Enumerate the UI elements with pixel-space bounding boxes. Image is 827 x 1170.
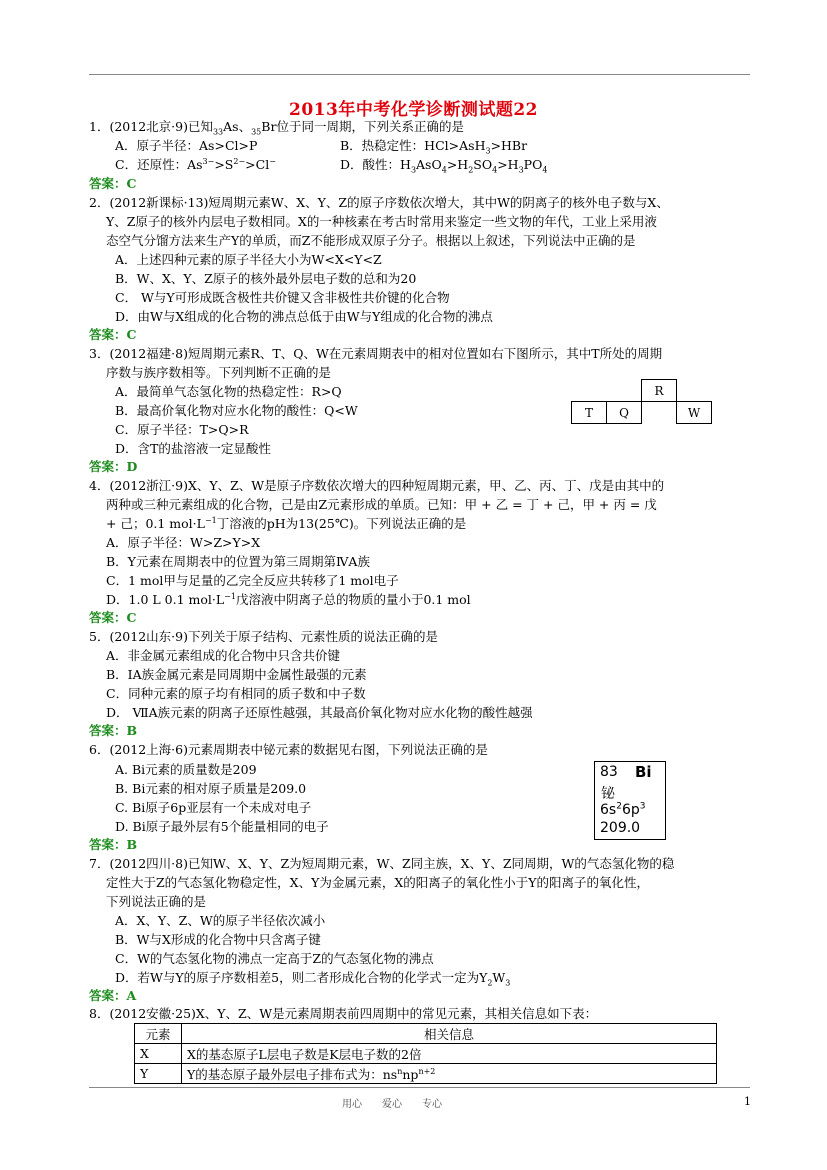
footer-rule <box>89 1087 750 1088</box>
table-cell-empty <box>572 380 607 402</box>
table-cell-empty <box>642 402 677 424</box>
q4-option-b: B．Y元素在周期表中的位置为第三周期第ⅣA族 <box>106 554 370 569</box>
q2-stem-line3: 态空气分馏方法来生产Y的单质，而Z不能形成双原子分子。根据以上叙述，下列说法中正确的是 <box>106 233 636 248</box>
table-cell: Y的基态原子最外层电子排布式为：$ns^nnp^{n+2}$ <box>182 1064 717 1084</box>
table-row <box>135 1024 717 1044</box>
footer-motto: 用心 爱心 专心 <box>342 1099 442 1110</box>
q5-option-c: C．同种元素的原子均有相同的质子数和中子数 <box>106 686 366 701</box>
q1-answer: 答案：C <box>89 176 137 191</box>
periodic-position-table <box>571 379 712 424</box>
q2-stem-line2: Y、Z原子的核外内层电子数相同。X的一种核素在考古时常用来鉴定一些文物的年代，工业上采用液 <box>106 214 657 229</box>
q7-option-b: B．W与X形成的化合物中只含离子键 <box>115 932 321 947</box>
q6-option-d: D. Bi原子最外层有5个能量相同的电子 <box>115 819 329 834</box>
q3-option-b: B．最高价氧化物对应水化物的酸性：Q<W <box>115 403 358 418</box>
bi-symbol: Bi <box>635 763 652 781</box>
q5-stem: 5．(2012山东·9)下列关于原子结构、元素性质的说法正确的是 <box>89 629 438 644</box>
q6-answer: 答案：B <box>89 837 138 852</box>
q5-answer: 答案：B <box>89 723 138 738</box>
q6-option-c: C. Bi原子6p亚层有一个未成对电子 <box>115 800 312 815</box>
q3-option-a: A．最简单气态氢化物的热稳定性：R>Q <box>115 384 342 399</box>
bi-chinese-name: 铋 <box>601 786 615 802</box>
q4-stem-line2: 两种或三种元素组成的化合物，己是由Z元素形成的单质。已知：甲 + 乙 = 丁 + 己，甲 + 丙 = 戊 <box>106 497 657 512</box>
q4-option-a: A．原子半径：W>Z>Y>X <box>106 535 261 550</box>
q1-option-b: B．热稳定性：HCl>AsH$_3$>HBr <box>340 138 528 156</box>
q6-option-b: B. Bi元素的相对原子质量是209.0 <box>115 781 307 796</box>
q8-stem: 8．(2012安徽·25)X、Y、Z、W是元素周期表前四周期中的常见元素，其相关信息如下表： <box>89 1006 598 1021</box>
q2-stem-line1: 2．(2012新课标·13)短周期元素W、X、Y、Z的原子序数依次增大，其中W的阴离子的核外电子数与X、 <box>89 195 669 210</box>
q4-stem-line3: + 己；0.1 $mol\cdot L^{-1}$丁溶液的pH为13(25℃)。下列说法正确的是 <box>106 515 467 531</box>
cell-w: W <box>677 402 712 424</box>
q2-option-d: D．由W与X组成的化合物的沸点总低于由W与Y组成的化合物的沸点 <box>115 309 493 324</box>
q7-stem-line1: 7．(2012四川·8)已知W、X、Y、Z为短周期元素，W、Z同主族，X、Y、Z同周期，W的气态氢化物的稳 <box>89 856 675 871</box>
q3-stem-line1: 3．(2012福建·8)短周期元素R、T、Q、W在元素周期表中的相对位置如右下图所示，其中T所处的周期 <box>89 346 663 361</box>
table-cell-empty <box>607 380 642 402</box>
bi-atomic-mass: 209.0 <box>600 820 641 836</box>
q6-option-a: A. Bi元素的质量数是209 <box>115 762 257 777</box>
q3-stem-line2: 序数与族序数相等。下列判断不正确的是 <box>106 365 332 380</box>
page-title: 2013年中考化学诊断测试题22 <box>289 100 538 120</box>
cell-t: T <box>572 402 607 424</box>
table-cell: Y <box>135 1064 182 1084</box>
q7-answer: 答案：A <box>89 988 137 1003</box>
q5-option-d: D． ⅦA族元素的阴离子还原性越强，其最高价氧化物对应水化物的酸性越强 <box>106 705 533 720</box>
q3-option-c: C．原子半径：T>Q>R <box>115 422 249 437</box>
table-row <box>135 1044 717 1064</box>
cell-q: Q <box>607 402 642 424</box>
q8-info-table <box>134 1023 717 1084</box>
table-header-info: 相关信息 <box>182 1024 717 1044</box>
q3-answer: 答案：D <box>89 459 138 474</box>
q7-stem-line2: 定性大于Z的气态氢化物稳定性，X、Y为金属元素，X的阳离子的氧化性小于Y的阳离子的氧化性， <box>106 875 649 890</box>
q2-answer: 答案：C <box>89 327 137 342</box>
q7-option-c: C．W的气态氢化物的沸点一定高于Z的气态氢化物的沸点 <box>115 951 434 966</box>
table-cell: X的基态原子L层电子数是K层电子数的2倍 <box>182 1044 717 1064</box>
bi-atomic-number: 83 <box>600 764 618 780</box>
header-rule <box>89 74 750 75</box>
page-number: 1 <box>744 1095 751 1108</box>
table-row <box>135 1064 717 1084</box>
q7-option-d: D．若W与Y的原子序数相差5，则二者形成化合物的化学式一定为$Y_2W_3$ <box>115 970 511 988</box>
q7-stem-line3: 下列说法正确的是 <box>106 894 207 909</box>
q7-option-a: A．X、Y、Z、W的原子半径依次减小 <box>115 913 326 928</box>
bi-electron-config: $6s^26p^3$ <box>600 801 646 818</box>
q6-stem: 6．(2012上海·6)元素周期表中铋元素的数据见右图，下列说法正确的是 <box>89 742 488 757</box>
table-cell: X <box>135 1044 182 1064</box>
cell-r: R <box>642 380 677 402</box>
q4-answer: 答案：C <box>89 610 137 625</box>
bismuth-element-card <box>594 761 666 840</box>
q1-option-d: D．酸性：$H_3AsO_4>H_2SO_4>H_3PO_4$ <box>340 157 548 175</box>
q5-option-b: B．IA族金属元素是同周期中金属性最强的元素 <box>106 667 367 682</box>
table-header-element: 元素 <box>135 1024 182 1044</box>
q4-option-d: D．1.0 L 0.1 $mol\cdot L^{-1}$戊溶液中阴离子总的物质的量小于0.1 mol <box>106 591 471 607</box>
q4-stem-line1: 4．(2012浙江·9)X、Y、Z、W是原子序数依次增大的四种短周期元素，甲、乙、丙、丁、戊是由其中的 <box>89 478 665 493</box>
q2-option-b: B．W、X、Y、Z原子的核外最外层电子数的总和为20 <box>115 271 417 286</box>
q1-stem: 1．(2012北京·9)已知$_{33}$As、$_{35}$Br位于同一周期，下列关系正确的是 <box>89 119 464 137</box>
q2-option-c: C． W与Y可形成既含极性共价键又含非极性共价键的化合物 <box>115 290 450 305</box>
q2-option-a: A．上述四种元素的原子半径大小为W<X<Y<Z <box>115 252 382 267</box>
q5-option-a: A．非金属元素组成的化合物中只含共价键 <box>106 648 341 663</box>
q4-option-c: C．1 mol甲与足量的乙完全反应共转移了1 mol电子 <box>106 573 399 588</box>
q1-option-c: C．还原性：$As^{3-}>S^{2-}>Cl^-$ <box>115 156 276 172</box>
table-cell-empty <box>677 380 712 402</box>
q1-option-a: A．原子半径：As>Cl>P <box>115 138 258 153</box>
q3-option-d: D．含T的盐溶液一定显酸性 <box>115 441 271 456</box>
